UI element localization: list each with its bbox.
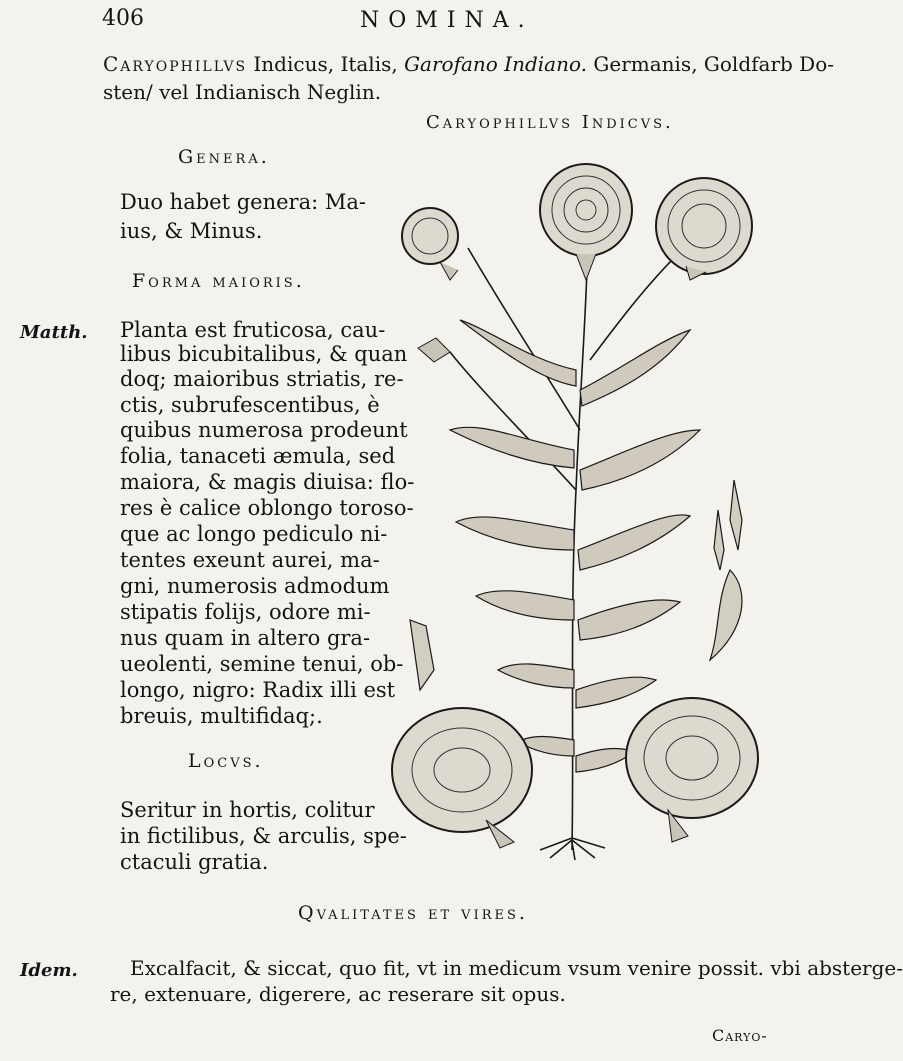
flower-head-right <box>656 178 752 280</box>
forma-line: tentes exeunt aurei, ma- <box>120 548 380 572</box>
catchword: Caryo- <box>712 1026 768 1045</box>
forma-line: folia, tanaceti æmula, sed <box>120 444 396 468</box>
locus-line: ctaculi gratia. <box>120 850 269 874</box>
forma-line: maiora, & magis diuisa: flo- <box>120 470 415 494</box>
forma-heading: Forma maioris. <box>132 270 305 292</box>
locus-line: in fictilibus, & arculis, spe- <box>120 824 407 848</box>
forma-line: ueolenti, semine tenui, ob- <box>120 652 404 676</box>
forma-line: libus bicubitalibus, & quan <box>120 342 408 366</box>
flower-head-large <box>540 164 632 280</box>
qualitates-heading: Qvalitates et vires. <box>298 902 528 924</box>
flower-section-right <box>626 698 758 842</box>
entry-title-lead: Caryophillvs <box>103 52 248 76</box>
running-head: NOMINA. <box>360 8 534 33</box>
forma-line: stipatis folijs, odore mi- <box>120 600 371 624</box>
forma-line: Planta est fruticosa, cau- <box>120 318 386 342</box>
flower-bud <box>418 338 450 362</box>
margin-note-matth: Matth. <box>20 322 88 343</box>
forma-line: gni, numerosis admodum <box>120 574 390 598</box>
forma-line: longo, nigro: Radix illi est <box>120 678 396 702</box>
forma-line: que ac longo pediculo ni- <box>120 522 388 546</box>
locus-line: Seritur in hortis, colitur <box>120 798 375 822</box>
german-name: Germanis, Goldfarb Do- <box>587 52 835 76</box>
italian-name: Garofano Indiano. <box>404 52 588 76</box>
entry-title-line-2: sten/ vel Indianisch Neglin. <box>103 80 382 104</box>
forma-line: nus quam in altero gra- <box>120 626 371 650</box>
genera-line-2: ius, & Minus. <box>120 219 263 243</box>
marigold-illustration <box>390 130 790 860</box>
page-number: 406 <box>102 6 144 31</box>
figure-caption: Caryophillvs Indicvs. <box>426 112 674 133</box>
floret-details <box>410 480 742 690</box>
forma-line: quibus numerosa prodeunt <box>120 418 408 442</box>
flower-section-left <box>392 708 532 848</box>
flower-head-small <box>402 208 458 280</box>
forma-line: ctis, subrufescentibus, è <box>120 393 380 417</box>
entry-title-rest: Indicus, Italis, <box>247 52 405 76</box>
margin-note-idem: Idem. <box>20 960 78 981</box>
entry-title-line-1 <box>103 52 834 76</box>
qualitates-line: Excalfacit, & siccat, quo fit, vt in medicum vsum venire possit. vbi absterge- <box>130 956 903 980</box>
forma-line: doq; maioribus striatis, re- <box>120 367 404 391</box>
qualitates-line: re, extenuare, digerere, ac reserare sit opus. <box>110 982 566 1006</box>
genera-line-1: Duo habet genera: Ma- <box>120 190 366 214</box>
genera-heading: Genera. <box>178 146 270 168</box>
locus-heading: Locvs. <box>188 750 264 772</box>
forma-line: res è calice oblongo toroso- <box>120 496 414 520</box>
forma-line: breuis, multifidaq;. <box>120 704 323 728</box>
